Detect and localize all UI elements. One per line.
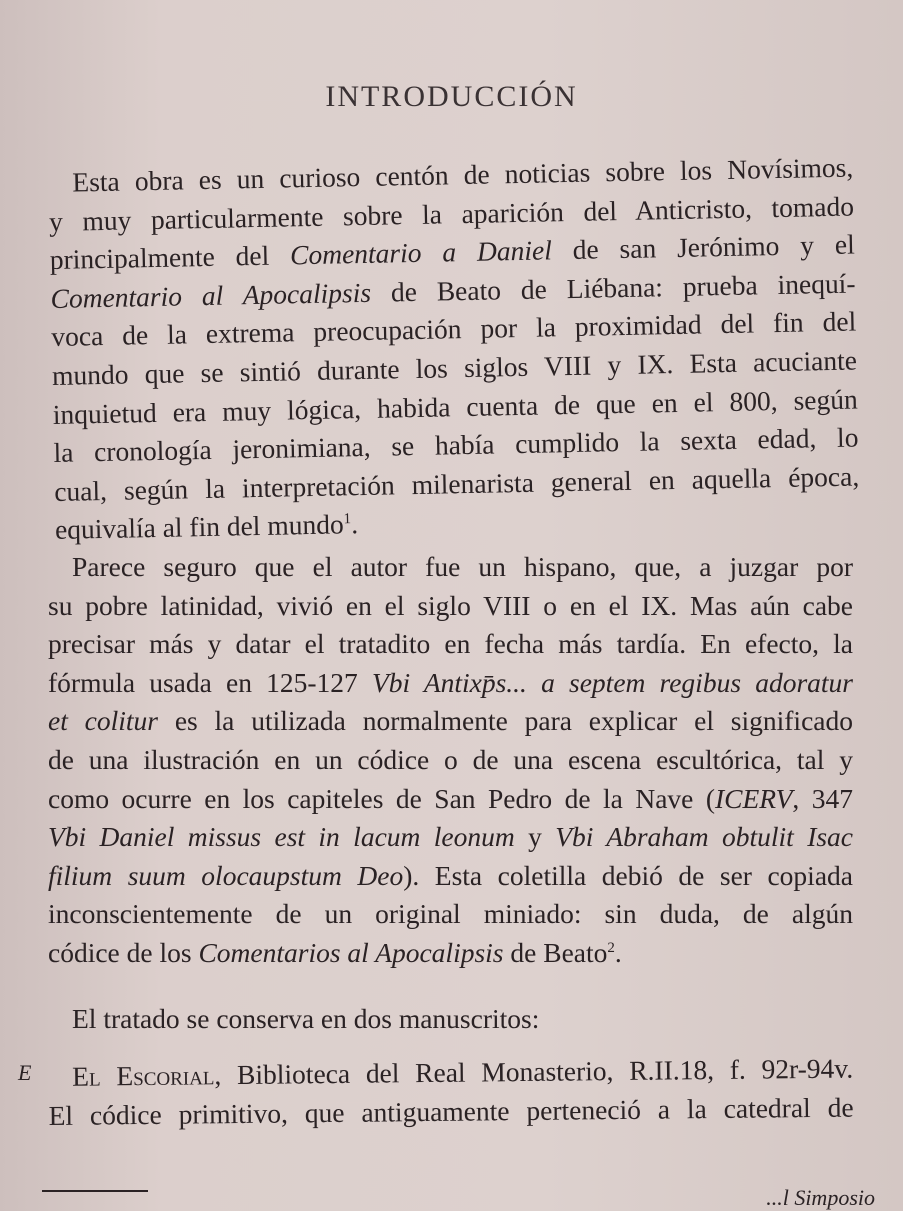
text-line: El códice primitivo, que antiguamente perteneció a la catedral de [48, 1091, 854, 1131]
footnote-marker: 1 [343, 511, 352, 528]
work-title: Comentario al Apocalipsis [50, 276, 372, 314]
latin-quote: Vbi Abraham obtulit Isac [555, 821, 854, 853]
footnote-marker: 2 [607, 939, 615, 956]
latin-quote: Vbi Antixp̄s... a septem regibus adoratur [357, 666, 853, 698]
latin-quote: Vbi Daniel missus est in lacum leonum [48, 821, 515, 853]
text-line: El Escorial, Biblioteca del Real Monasterio, R.II.18, f. 92r-94v. [72, 1052, 854, 1092]
text-line: precisar más y datar el tratadito en fecha más tardía. En efecto, la [48, 628, 853, 660]
latin-quote: et colitur [48, 705, 158, 737]
text-line: Comentario al Apocalipsis de Beato de Liébana: prueba inequí- [50, 267, 856, 314]
text-line: fórmula usada en 125-127 Vbi Antixp̄s... a septem regibus adoratur [48, 666, 853, 698]
text-line: filium suum olocaupstum Deo). Esta coletilla debió de ser copiada [48, 859, 853, 891]
text-line: su pobre latinidad, vivió en el siglo VIII o en el IX. Mas aún cabe [48, 589, 853, 621]
text-line: Esta obra es un curioso centón de noticias sobre los Novísimos, [72, 151, 854, 198]
text-line: la cronología jeronimiana, se había cumplido la sexta edad, lo [53, 421, 859, 469]
text-line: principalmente del Comentario a Daniel de san Jerónimo y el [49, 228, 855, 276]
work-title: Comentario a Daniel [289, 234, 553, 271]
manuscript-entry [48, 1050, 854, 1136]
text-line: códice de los Comentarios al Apocalipsis de Beato$^2$. [48, 936, 622, 968]
page-title: INTRODUCCIÓN [325, 80, 578, 113]
text-line: inconscientemente de un original miniado: sin duda, de algún [48, 898, 853, 930]
footnote-rule [42, 1190, 148, 1192]
work-title: Comentarios al Apocalipsis [198, 936, 504, 968]
text-line: equivalía al fin del mundo$^1$. [54, 508, 359, 546]
text-line: y muy particularmente sobre la aparición del Anticristo, tomado [48, 190, 855, 237]
text-line: de una ilustración en un códice o de una escena escultórica, tal y [48, 743, 853, 775]
paragraph-2 [48, 548, 853, 973]
paragraph-1 [48, 149, 860, 550]
text-line: cual, según la interpretación milenarista general en aquella época, [53, 460, 860, 507]
text-line: Parece seguro que el autor fue un hispano, que, a juzgar por [72, 551, 853, 582]
manuscript-location: El Escorial [72, 1059, 215, 1092]
text-line: Vbi Daniel missus est in lacum leonum y Vbi Abraham obtulit Isac [48, 821, 854, 853]
text-line: et colitur es la utilizada normalmente para explicar el significado [48, 705, 853, 737]
line-reference: 125-127 [266, 666, 358, 698]
text-line: mundo que se sintió durante los siglos VIII y IX. Esta acuciante [51, 344, 858, 391]
manuscript-siglum: E [18, 1060, 32, 1085]
text-line: como ocurre en los capiteles de San Pedro de la Nave (ICERV, 347 [48, 782, 853, 814]
footnote-fragment: ...l Simposio [766, 1185, 875, 1210]
source-abbreviation: ICERV [715, 782, 793, 814]
paragraph-3 [48, 1000, 853, 1039]
text-line: inquietud era muy lógica, habida cuenta de que en el 800, según [52, 383, 858, 430]
latin-quote: filium suum olocaupstum Deo [48, 859, 404, 891]
text-line: El tratado se conserva en dos manuscritos: [72, 1003, 540, 1034]
text-line: voca de la extrema preocupación por la proximidad del fin del [51, 305, 857, 353]
